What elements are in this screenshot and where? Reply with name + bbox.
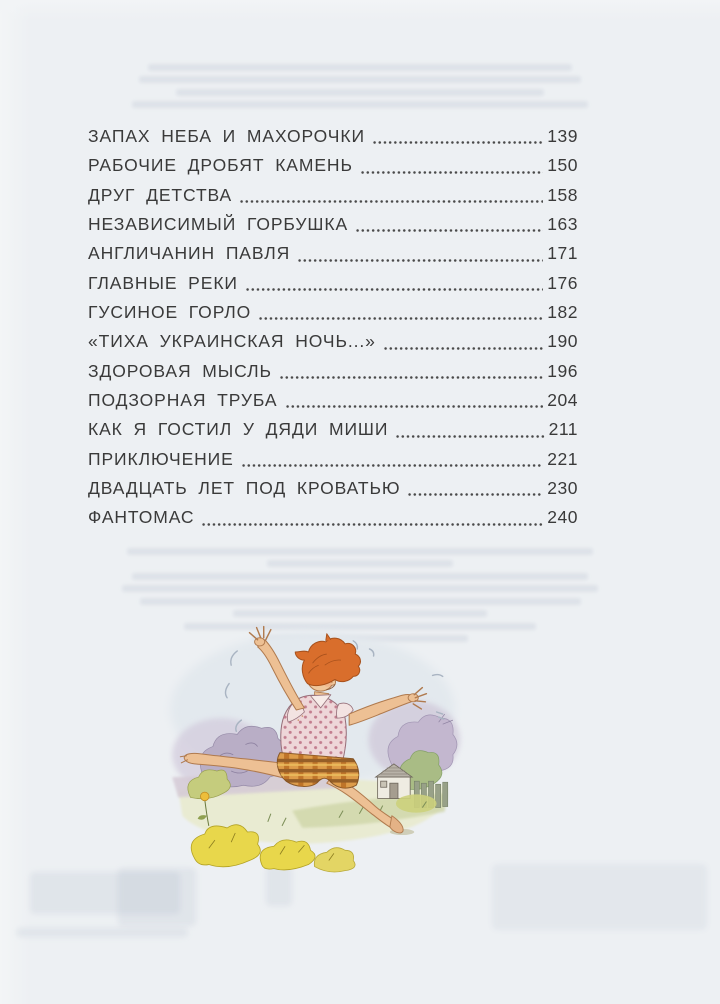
toc-entry-title: ДРУГ ДЕТСТВА bbox=[88, 184, 233, 205]
toc-row bbox=[88, 327, 578, 356]
dot-leader bbox=[360, 171, 543, 174]
dot-leader bbox=[372, 141, 543, 144]
dot-leader bbox=[279, 376, 543, 379]
toc-entry-page: 196 bbox=[547, 360, 578, 381]
dot-leader bbox=[245, 288, 543, 291]
bush-small-right bbox=[396, 794, 437, 812]
dot-leader bbox=[355, 229, 543, 232]
toc-entry-title: ФАНТОМАС bbox=[88, 507, 195, 528]
toc-row bbox=[88, 386, 578, 415]
toc-row bbox=[88, 210, 578, 239]
toc-entry-page: 204 bbox=[547, 390, 578, 411]
toc-row bbox=[88, 357, 578, 386]
dot-leader bbox=[297, 259, 543, 262]
toc-entry-title: ПОДЗОРНАЯ ТРУБА bbox=[88, 390, 278, 411]
dot-leader bbox=[395, 435, 544, 438]
toc-entry-title: ЗДОРОВАЯ МЫСЛЬ bbox=[88, 360, 272, 381]
dot-leader bbox=[383, 347, 544, 350]
toc-entry-title: ПРИКЛЮЧЕНИЕ bbox=[88, 448, 234, 469]
showthrough-shape bbox=[118, 868, 196, 926]
dot-leader bbox=[241, 464, 544, 467]
toc-entry-page: 171 bbox=[547, 243, 578, 264]
dot-leader bbox=[201, 523, 543, 526]
toc-entry-page: 221 bbox=[547, 448, 578, 469]
toc-entry-title: ГЛАВНЫЕ РЕКИ bbox=[88, 272, 238, 293]
showthrough-shape bbox=[266, 866, 292, 906]
toc-entry-page: 158 bbox=[547, 184, 578, 205]
toc-entry-title: НЕЗАВИСИМЫЙ ГОРБУШКА bbox=[88, 214, 349, 235]
toc-entry-title: АНГЛИЧАНИН ПАВЛЯ bbox=[88, 243, 291, 264]
toc-entry-title: КАК Я ГОСТИЛ У ДЯДИ МИШИ bbox=[88, 419, 389, 440]
showthrough-text-top bbox=[130, 58, 590, 114]
toc-entry-title: ЗАПАХ НЕБА И МАХОРОЧКИ bbox=[88, 126, 365, 146]
toc-entry-page: 150 bbox=[547, 155, 578, 176]
running-boy-illustration bbox=[160, 622, 460, 862]
toc-entry-title: ГУСИНОЕ ГОРЛО bbox=[88, 302, 252, 323]
showthrough-shape bbox=[16, 928, 188, 937]
scan-edge bbox=[0, 0, 30, 1004]
dot-leader bbox=[285, 405, 544, 408]
toc-row bbox=[88, 474, 578, 503]
table-of-contents bbox=[88, 122, 578, 533]
toc-entry-title: «ТИХА УКРАИНСКАЯ НОЧЬ...» bbox=[88, 331, 376, 352]
toc-row bbox=[88, 239, 578, 268]
toc-entry-page: 139 bbox=[547, 126, 578, 146]
dot-leader bbox=[258, 317, 543, 320]
toc-row bbox=[88, 181, 578, 210]
toc-entry-page: 182 bbox=[547, 302, 578, 323]
toc-entry-page: 211 bbox=[548, 419, 578, 440]
toc-entry-title: ДВАДЦАТЬ ЛЕТ ПОД КРОВАТЬЮ bbox=[88, 478, 401, 499]
toc-row bbox=[88, 298, 578, 327]
toc-row bbox=[88, 269, 578, 298]
scan-edge bbox=[0, 0, 720, 20]
dot-leader bbox=[239, 200, 543, 203]
toc-entry-page: 240 bbox=[547, 507, 578, 528]
toc-entry-page: 176 bbox=[547, 272, 578, 293]
toc-row bbox=[88, 503, 578, 532]
showthrough-shape bbox=[492, 864, 707, 930]
toc-row bbox=[88, 122, 578, 151]
toc-row bbox=[88, 415, 578, 444]
toc-entry-title: РАБОЧИЕ ДРОБЯТ КАМЕНЬ bbox=[88, 155, 353, 176]
dot-leader bbox=[407, 493, 543, 496]
toc-entry-page: 190 bbox=[547, 331, 578, 352]
toc-row bbox=[88, 151, 578, 180]
toc-entry-page: 163 bbox=[547, 214, 578, 235]
toc-row bbox=[88, 445, 578, 474]
toc-entry-page: 230 bbox=[547, 478, 578, 499]
